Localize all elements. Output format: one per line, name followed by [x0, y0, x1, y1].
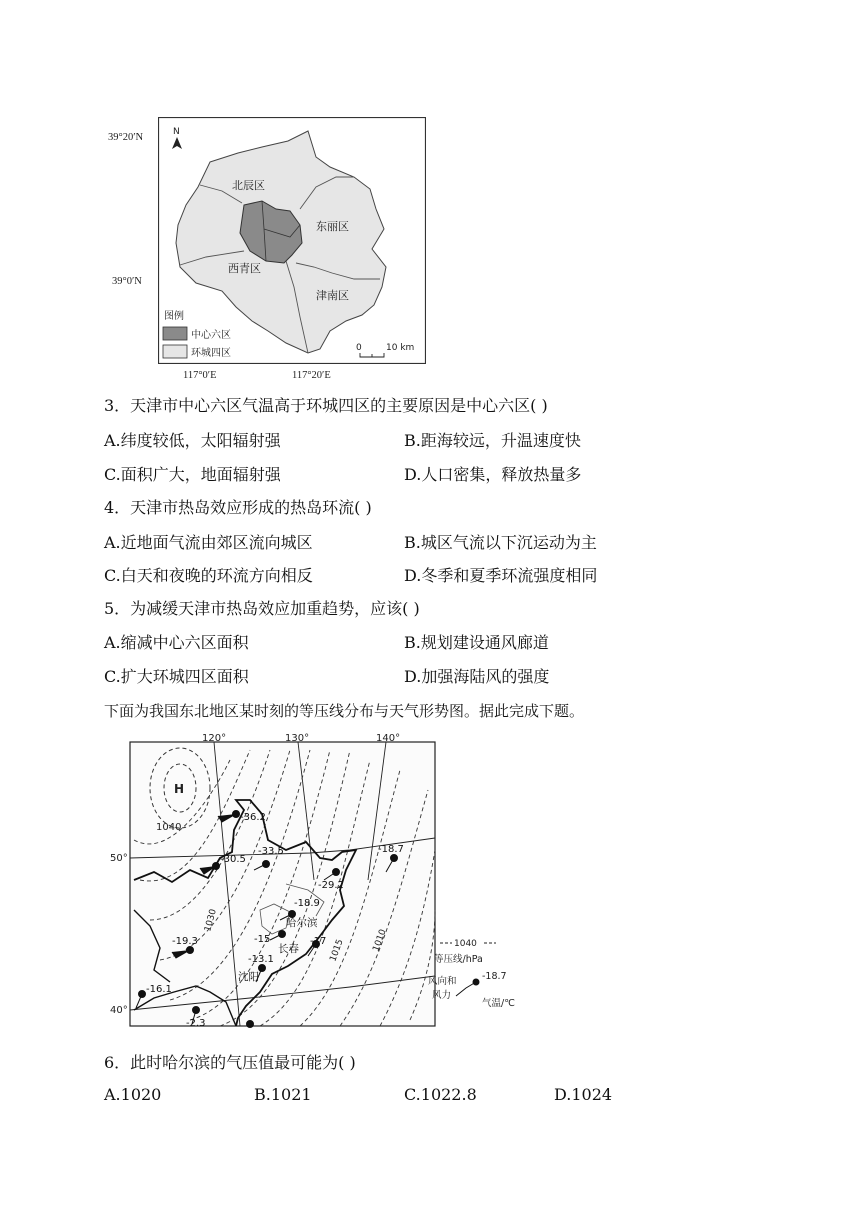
isobar-label-1010: 1010 [371, 928, 389, 954]
city-changchun: 长春 [278, 943, 299, 955]
svg-text:130°: 130° [285, 733, 310, 744]
temp-label: -18.9 [294, 898, 320, 909]
question-3-option-a[interactable]: A.纬度较低，太阳辐射强 [104, 431, 281, 450]
longitude-label-right: 117°20′E [292, 370, 331, 381]
question-3-option-d[interactable]: D.人口密集，释放热量多 [404, 465, 582, 484]
legend-wind-label-2: 风力 [432, 990, 452, 1001]
question-4-stem: 4．天津市热岛效应形成的热岛环流( ) [104, 498, 372, 517]
question-3-option-b[interactable]: B.距海较远，升温速度快 [404, 431, 581, 450]
question-4-option-d[interactable]: D.冬季和夏季环流强度相同 [404, 566, 598, 585]
question-6-stem: 6．此时哈尔滨的气压值最可能为( ) [104, 1053, 356, 1072]
legend-swatch-center [163, 327, 187, 340]
temp-label: -29.2 [318, 880, 344, 891]
question-5-option-b[interactable]: B.规划建设通风廊道 [404, 633, 549, 652]
question-4-option-a[interactable]: A.近地面气流由郊区流向城区 [104, 533, 313, 552]
question-5-option-a[interactable]: A.缩减中心六区面积 [104, 633, 249, 652]
question-3-option-c[interactable]: C.面积广大，地面辐射强 [104, 465, 281, 484]
legend-station-dot [473, 979, 480, 986]
district-xiqing: 西青区 [228, 262, 261, 275]
legend-isobar-label: 等压线/hPa [434, 954, 483, 965]
svg-text:40°: 40° [110, 1005, 128, 1016]
svg-text:140°: 140° [376, 733, 401, 744]
district-jinnan: 津南区 [316, 289, 349, 302]
svg-text:50°: 50° [110, 853, 128, 864]
temp-label: -33.5 [258, 846, 284, 857]
question-5-option-d[interactable]: D.加强海陆风的强度 [404, 667, 550, 686]
temp-label: -13.1 [248, 954, 274, 965]
legend-temp-value: -18.7 [482, 971, 507, 982]
temp-label: -17 [310, 936, 327, 947]
question-6-option-b[interactable]: B.1021 [254, 1085, 312, 1104]
svg-text:10 km: 10 km [386, 343, 415, 353]
isobar-label-1015: 1015 [328, 938, 346, 964]
legend-title: 图例 [164, 311, 184, 322]
legend-wind-label: 风向和 [428, 976, 457, 987]
svg-text:0: 0 [356, 343, 362, 353]
latitude-label-top: 39°20′N [108, 132, 144, 143]
tianjin-district-map [158, 117, 426, 364]
temp-label: -19.3 [172, 936, 198, 947]
question-5-stem: 5．为减缓天津市热岛效应加重趋势，应该( ) [104, 599, 420, 618]
legend-swatch-ring [163, 345, 187, 358]
question-4-option-b[interactable]: B.城区气流以下沉运动为主 [404, 533, 597, 552]
city-shenyang: 沈阳 [238, 971, 259, 983]
temp-label: -16.1 [146, 984, 172, 995]
isobar-label-1040: 1040 [156, 822, 182, 833]
legend-ring-label: 环城四区 [191, 348, 231, 359]
temp-label: -30.5 [220, 854, 246, 865]
northeast-isobar-map [110, 730, 530, 1040]
city-harbin: 哈尔滨 [286, 917, 318, 929]
legend-center-label: 中心六区 [191, 330, 231, 341]
temp-label: -36.2 [240, 812, 266, 823]
isobar-label-1030: 1030 [203, 908, 219, 933]
question-6-option-c[interactable]: C.1022.8 [404, 1085, 477, 1104]
temp-label: -15 [254, 934, 271, 945]
question-6-option-d[interactable]: D.1024 [554, 1085, 613, 1104]
latitude-label-bottom: 39°0′N [112, 276, 142, 287]
question-5-option-c[interactable]: C.扩大环城四区面积 [104, 667, 249, 686]
svg-text:120°: 120° [202, 733, 227, 744]
section-intro: 下面为我国东北地区某时刻的等压线分布与天气形势图。据此完成下题。 [104, 702, 585, 720]
question-4-option-c[interactable]: C.白天和夜晚的环流方向相反 [104, 566, 313, 585]
legend-temp-label: 气温/℃ [482, 998, 515, 1009]
question-3-stem: 3．天津市中心六区气温高于环城四区的主要原因是中心六区( ) [104, 396, 548, 415]
district-dongli: 东丽区 [316, 220, 349, 233]
svg-text:N: N [173, 127, 180, 137]
high-pressure-center: H [174, 782, 185, 796]
longitude-label-left: 117°0′E [183, 370, 217, 381]
question-6-option-a[interactable]: A.1020 [104, 1085, 162, 1104]
district-beichen: 北辰区 [232, 179, 265, 192]
temp-label: -18.7 [378, 844, 404, 855]
temp-label: -2.3 [186, 1018, 206, 1029]
legend-isobar-value: 1040 [454, 939, 477, 949]
